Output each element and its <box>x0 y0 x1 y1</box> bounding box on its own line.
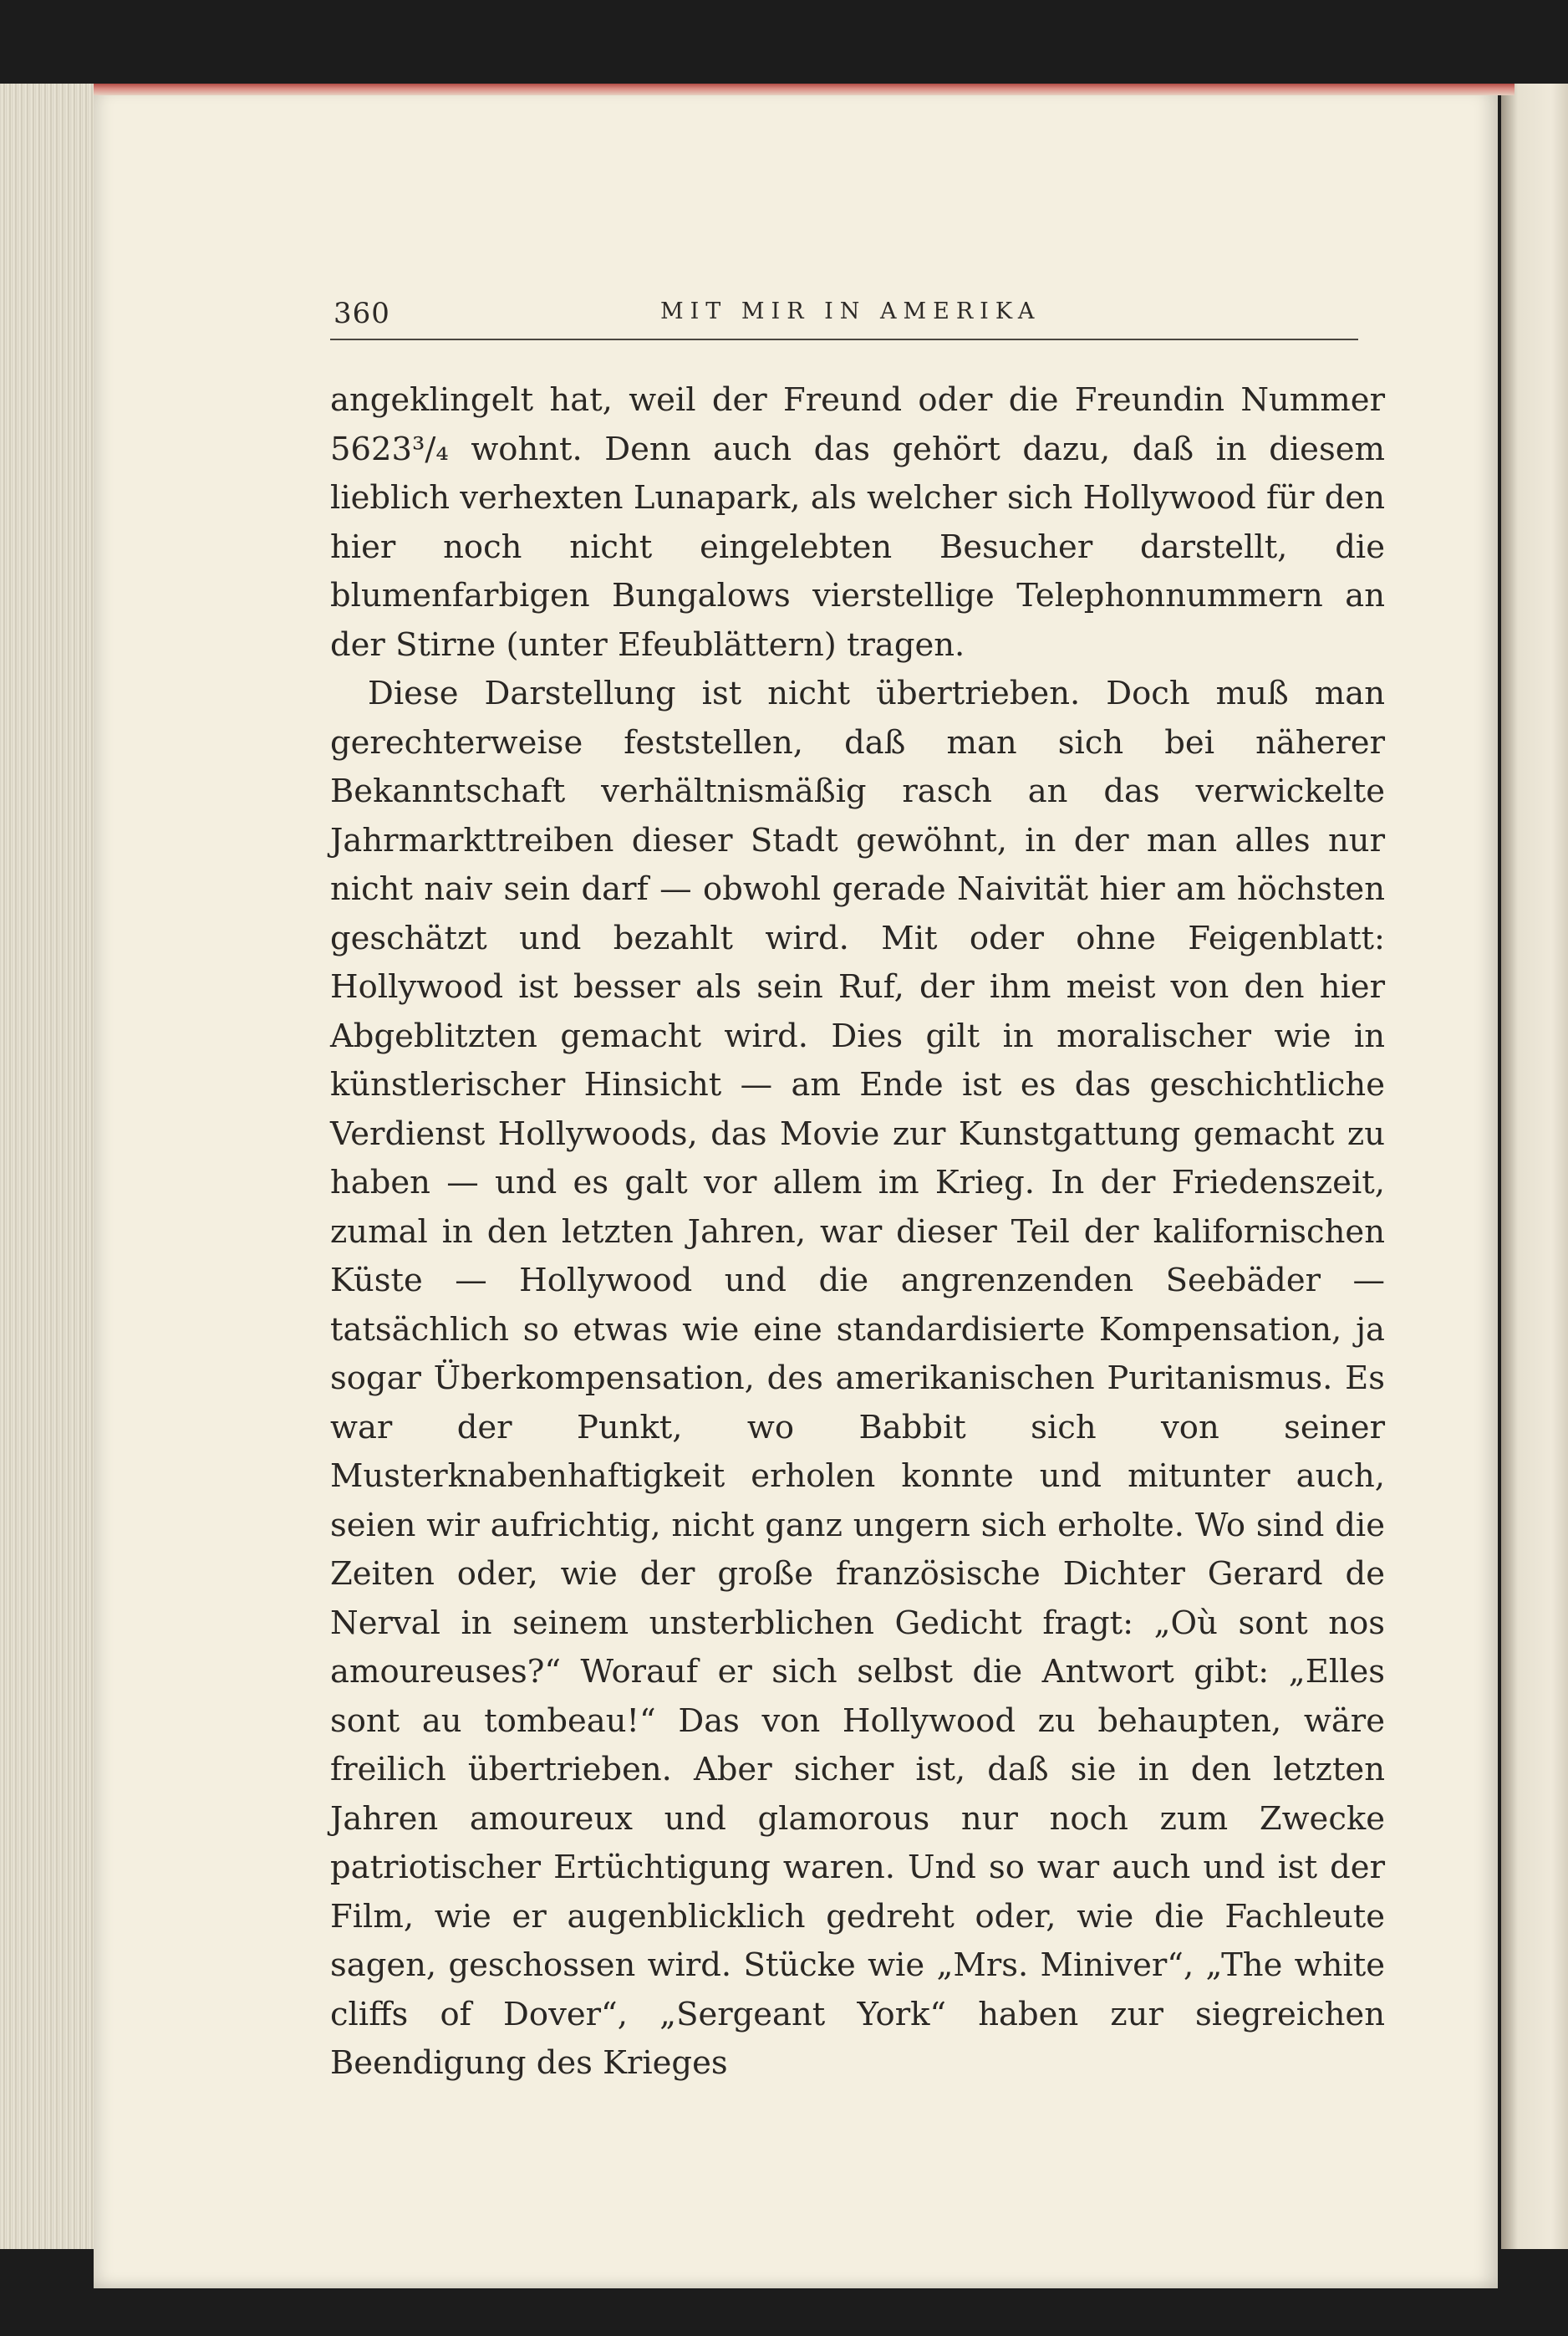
body-text <box>330 376 1385 2089</box>
paragraph: Diese Darstellung ist nicht übertrieben. Doch muß man gerechterweise feststellen, daß man sich bei näherer Bekanntschaft verhältnismäßig rasch an das verwickelte Jahrmarkttreiben dieser Stadt gewöhnt, in der man alles nur nicht naiv sein darf — obwohl gerade Naivität hier am höchsten geschätzt und bezahlt wird. Mit oder ohne Feigenblatt: Hollywood ist besser als sein Ruf, der ihm meist von den hier Abgeblitzten gemacht wird. Dies gilt in moralischer wie in künstlerischer Hinsicht — am Ende ist es das geschichtliche Verdienst Hollywoods, das Movie zur Kunstgattung gemacht zu haben — und es galt vor allem im Krieg. In der Friedenszeit, zumal in den letzten Jahren, war dieser Teil der kalifornischen Küste — Hollywood und die angrenzenden Seebäder — tatsächlich so etwas wie eine standardisierte Kompensation, ja sogar Überkompensation, des amerikanischen Puritanismus. Es war der Punkt, wo Babbit sich von seiner Musterknabenhaftigkeit erholen konnte und mitunter auch, seien wir aufrichtig, nicht ganz ungern sich erholte. Wo sind die Zeiten oder, wie der große französische Dichter Gerard de Nerval in seinem unsterblichen Gedicht fragt: „Où sont nos amoureuses?“ Worauf er sich selbst die Antwort gibt: „Elles sont au tombeau!“ Das von Hollywood zu behaupten, wäre freilich übertrieben. Aber sicher ist, daß sie in den letzten Jahren amoureux und glamorous nur noch zum Zwecke patriotischer Ertüchtigung waren. Und so war auch und ist der Film, wie er augenblicklich gedreht oder, wie die Fachleute sagen, geschossen wird. Stücke wie „Mrs. Miniver“, „The white cliffs of Dover“, „Sergeant York“ haben zur siegreichen Beendigung des Krieges <box>330 675 1385 2082</box>
running-head <box>330 297 1358 340</box>
facing-page-edge <box>1501 84 1568 2249</box>
page-number: 360 <box>333 297 390 330</box>
page-top-edge <box>94 84 1515 95</box>
paragraph: angeklingelt hat, weil der Freund oder die Freundin Nummer 5623³/₄ wohnt. Denn auch das gehört dazu, daß in diesem lieblich verhexten Lunapark, als welcher sich Hollywood für den hier noch nicht eingelebten Besucher darstellt, die blumenfarbigen Bungalows vierstellige Telephonnummern an der Stirne (unter Efeublättern) tragen. <box>330 381 1385 664</box>
running-title: MIT MIR IN AMERIKA <box>660 298 1041 324</box>
stacked-page-edges <box>0 84 95 2249</box>
